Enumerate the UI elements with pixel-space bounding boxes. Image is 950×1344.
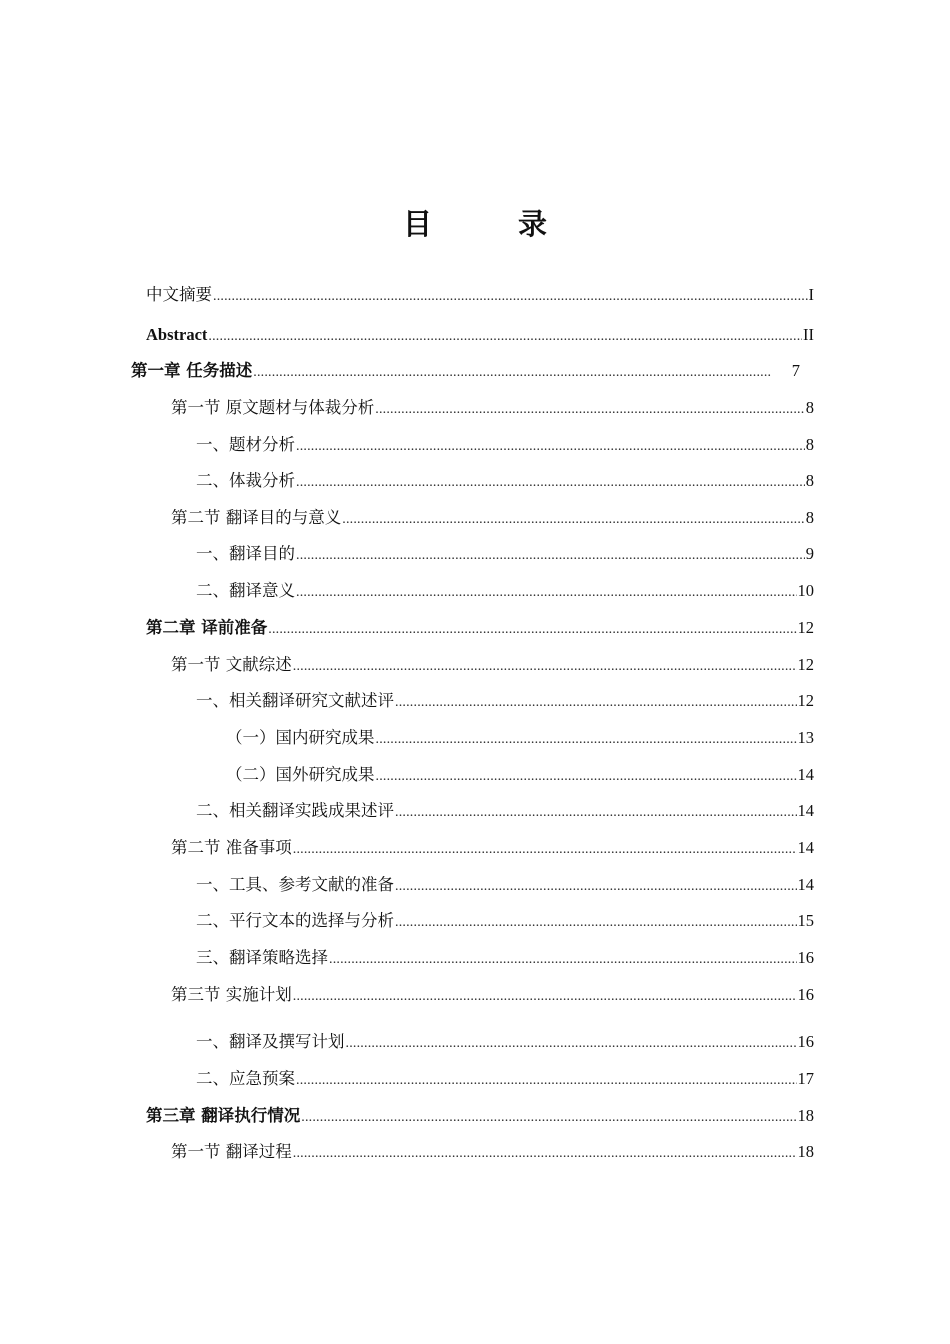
toc-entry-subsection[interactable] — [196, 946, 814, 972]
toc-entry-subsection[interactable] — [196, 873, 814, 899]
toc-entry-page: 14 — [797, 801, 814, 820]
toc-entry-label: 一、翻译及撰写计划 — [196, 1032, 345, 1051]
toc-leader-dots — [395, 801, 797, 825]
toc-entry-chapter-1[interactable] — [131, 359, 800, 385]
toc-entry-chapter-2[interactable] — [146, 616, 814, 642]
toc-entry-page: 9 — [805, 544, 814, 563]
toc-entry-label: 一、翻译目的 — [196, 544, 295, 563]
toc-leader-dots — [296, 581, 797, 605]
toc-leader-dots — [376, 765, 797, 789]
toc-entry-label: （一）国内研究成果 — [226, 728, 375, 747]
toc-entry-page: 14 — [797, 765, 814, 784]
toc-leader-dots — [301, 1106, 796, 1130]
toc-entry-label: 三、翻译策略选择 — [196, 948, 328, 967]
toc-leader-dots — [296, 544, 805, 568]
toc-entry-page: 16 — [797, 1032, 814, 1051]
toc-entry-page: 7 — [791, 361, 800, 380]
toc-entry-abstract-cn[interactable] — [146, 283, 814, 309]
toc-entry-page: I — [808, 285, 814, 304]
toc-entry-label: （二）国外研究成果 — [226, 765, 375, 784]
toc-title: 目 录 — [402, 207, 586, 241]
toc-entry-label: 二、体裁分析 — [196, 471, 295, 490]
toc-leader-dots — [293, 838, 797, 862]
toc-entry-page: 14 — [797, 838, 814, 857]
toc-entry-page: 12 — [797, 655, 814, 674]
toc-entry-section-2-3[interactable] — [171, 983, 814, 1009]
toc-entry-label: 一、相关翻译研究文献述评 — [196, 691, 394, 710]
toc-entry-label: 第三章 翻译执行情况 — [146, 1106, 301, 1125]
toc-entry-label: 第二节 准备事项 — [171, 838, 292, 857]
toc-entry-section-1-2[interactable] — [171, 506, 814, 532]
toc-entry-label: 二、平行文本的选择与分析 — [196, 911, 394, 930]
toc-entry-page: 13 — [797, 728, 814, 747]
toc-entry-page: 18 — [797, 1142, 814, 1161]
toc-leader-dots — [395, 875, 797, 899]
toc-leader-dots — [342, 508, 805, 532]
toc-entry-subsection[interactable] — [196, 689, 814, 715]
toc-entry-page: 8 — [805, 508, 814, 527]
toc-entry-subsection[interactable] — [196, 579, 814, 605]
toc-entry-subsection[interactable] — [196, 1067, 814, 1093]
toc-leader-dots — [395, 691, 797, 715]
toc-entry-page: 10 — [797, 581, 814, 600]
toc-entry-chapter-3[interactable] — [146, 1104, 814, 1130]
toc-entry-section-2-2[interactable] — [171, 836, 814, 862]
toc-entry-section-2-1[interactable] — [171, 653, 814, 679]
toc-entry-page: II — [803, 325, 814, 344]
toc-entry-label: 二、应急预案 — [196, 1069, 295, 1088]
toc-entry-page: 16 — [797, 985, 814, 1004]
toc-leader-dots — [268, 618, 796, 642]
toc-entry-label: 第一节 文献综述 — [171, 655, 292, 674]
toc-entry-page: 12 — [797, 618, 814, 637]
toc-entry-label: 第一节 翻译过程 — [171, 1142, 292, 1161]
toc-entry-subsection[interactable] — [196, 909, 814, 935]
toc-entry-page: 8 — [805, 435, 814, 454]
toc-entry-page: 16 — [797, 948, 814, 967]
toc-entry-page: 8 — [805, 471, 814, 490]
toc-entry-subsubsection[interactable] — [226, 726, 814, 752]
toc-leader-dots — [293, 985, 797, 1009]
toc-entry-section-1-1[interactable] — [171, 396, 814, 422]
toc-leader-dots — [213, 285, 808, 309]
toc-entry-label: 第三节 实施计划 — [171, 985, 292, 1004]
toc-entry-abstract-en[interactable] — [146, 323, 814, 349]
toc-leader-dots — [293, 1142, 797, 1166]
toc-leader-dots — [293, 655, 797, 679]
toc-entry-label: 第一章 任务描述 — [131, 361, 253, 380]
toc-entry-page: 18 — [797, 1106, 814, 1125]
toc-entry-section-3-1[interactable] — [171, 1140, 814, 1166]
toc-entry-subsection[interactable] — [196, 469, 814, 495]
toc-leader-dots — [208, 325, 802, 349]
toc-entry-page: 12 — [797, 691, 814, 710]
toc-entry-label: 第一节 原文题材与体裁分析 — [171, 398, 375, 417]
toc-leader-dots — [329, 948, 797, 972]
toc-entry-label: 一、题材分析 — [196, 435, 295, 454]
toc-leader-dots — [376, 728, 797, 752]
toc-entry-page: 8 — [805, 398, 814, 417]
toc-entry-subsection[interactable] — [196, 433, 814, 459]
toc-leader-dots — [346, 1032, 797, 1056]
toc-leader-dots — [296, 471, 805, 495]
toc-entry-page: 14 — [797, 875, 814, 894]
toc-entry-label: 中文摘要 — [146, 285, 212, 304]
toc-entry-subsection[interactable] — [196, 542, 814, 568]
toc-leader-dots — [253, 361, 771, 385]
toc-entry-subsection[interactable] — [196, 799, 814, 825]
toc-entry-page: 15 — [797, 911, 814, 930]
toc-entry-subsubsection[interactable] — [226, 763, 814, 789]
toc-entry-subsection[interactable] — [196, 1030, 814, 1056]
toc-leader-dots — [296, 1069, 797, 1093]
toc-entry-label: 第二节 翻译目的与意义 — [171, 508, 342, 527]
toc-entry-label: Abstract — [146, 325, 208, 344]
toc-leader-dots — [296, 435, 805, 459]
toc-leader-dots — [395, 911, 797, 935]
toc-entry-label: 一、工具、参考文献的准备 — [196, 875, 394, 894]
toc-entry-label: 二、翻译意义 — [196, 581, 295, 600]
toc-leader-dots — [375, 398, 805, 422]
toc-entry-page: 17 — [797, 1069, 814, 1088]
toc-entry-label: 二、相关翻译实践成果述评 — [196, 801, 394, 820]
toc-entry-label: 第二章 译前准备 — [146, 618, 268, 637]
